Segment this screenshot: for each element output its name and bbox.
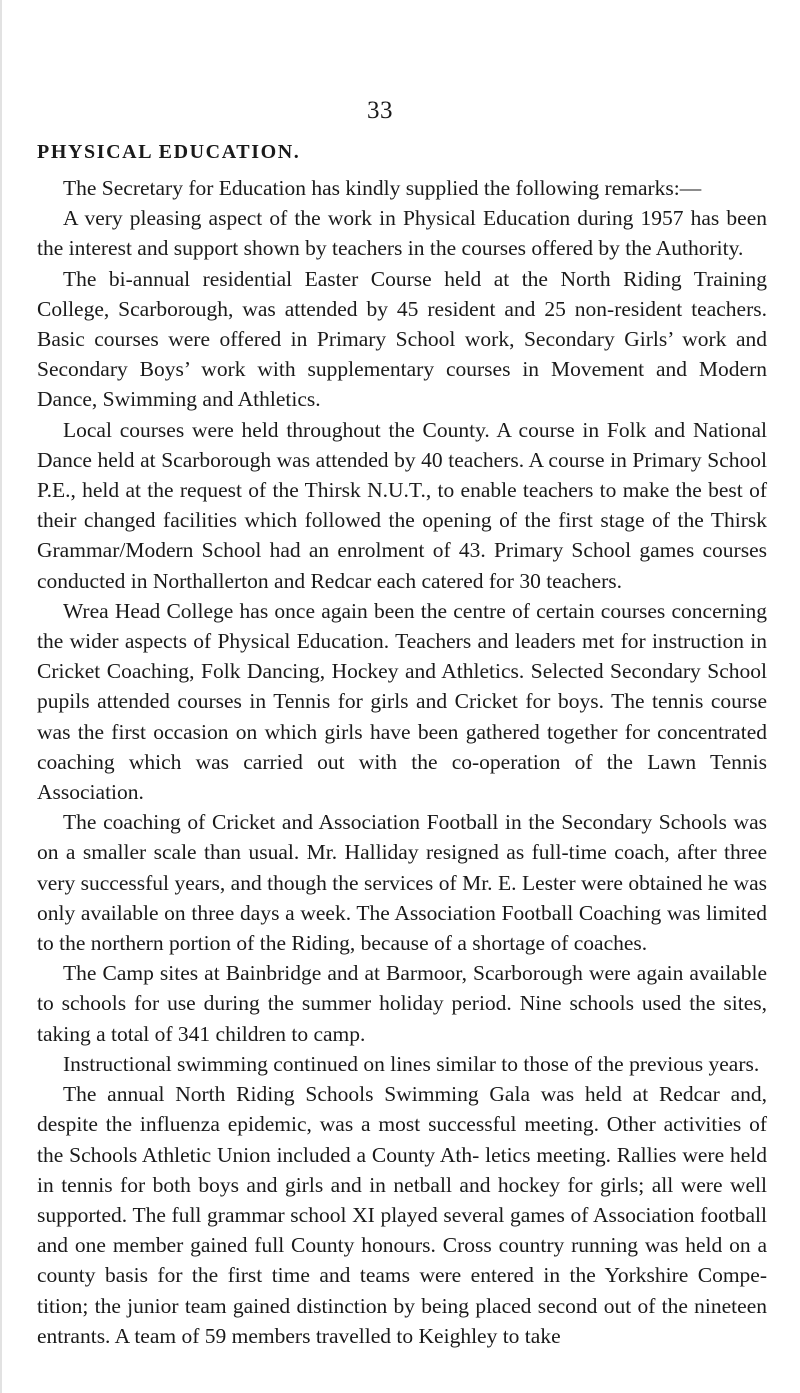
section-heading: PHYSICAL EDUCATION. [37,141,301,163]
paragraph-swimming-gala: The annual North Riding Schools Swimming Gala was held at Redcar and, despite the influenza epidemic, was a most successful meeting. Other activities of the Schools Athletic Union included a County Ath- letics meeting. Rallies were held in tennis for both boys and girls and in netball and hockey for girls; all were well supported. The full grammar school XI played several games of Association football and one member gained full County honours. Cross country running was held on a county basis for the first time and teams were entered in the Yorkshire Compe- tition; the junior team gained distinction by being placed second out of the nineteen entrants. A team of 59 members travelled to Keighley to take [37,1082,767,1348]
paragraph-swimming: Instructional swimming continued on lines similar to those of the previous years. [63,1051,760,1076]
page-number: 33 [367,97,393,124]
scan-edge [0,0,2,1393]
paragraph-coaching: The coaching of Cricket and Association Football in the Secondary Schools was on a smaller scale than usual. Mr. Halliday resigned as full-time coach, after three very successful years, and though the services of Mr. E. Lester were obtained he was only available on three days a week. The Association Football Coaching was limited to the northern portion of the Riding, because of a shortage of coaches. [37,810,767,956]
page-body [37,137,767,1351]
paragraph-local-courses: Local courses were held throughout the County. A course in Folk and National Dance held at Scarborough was attended by 40 teachers. A course in Primary School P.E., held at the request of the Thirsk N.U.T., to enable teachers to make the best of their changed facilities which followed the opening of the first stage of the Thirsk Grammar/Modern School had an enrolment of 43. Primary School games courses conducted in Northallerton and Redcar each catered for 30 teachers. [37,417,767,593]
paragraph-teacher-interest: A very pleasing aspect of the work in Physical Education during 1957 has been the interest and support shown by teachers in the courses offered by the Authority. [37,206,767,261]
paragraph-easter-course: The bi-annual residential Easter Course held at the North Riding Training College, Scarborough, was attended by 45 resident and 25 non-resident teachers. Basic courses were offered in Primary School work, Secondary Girls’ work and Secondary Boys’ work with supplementary courses in Movement and Modern Dance, Swimming and Athletics. [37,266,767,412]
paragraph-camp-sites: The Camp sites at Bainbridge and at Barmoor, Scarborough were again available to schools for use during the summer holiday period. Nine schools used the sites, taking a total of 341 children to camp. [37,961,767,1046]
paragraph-intro: The Secretary for Education has kindly supplied the following remarks:— [63,176,702,200]
paragraph-wrea-head-college: Wrea Head College has once again been the centre of certain courses concerning the wider aspects of Physical Education. Teachers and leaders met for instruction in Cricket Coaching, Folk Dancing, Hockey and Athletics. Selected Secondary School pupils attended courses in Tennis for girls and Cricket for boys. The tennis course was the first occasion on which girls have been gathered together for concentrated coaching which was carried out with the co-operation of the Lawn Tennis Association. [37,598,767,805]
